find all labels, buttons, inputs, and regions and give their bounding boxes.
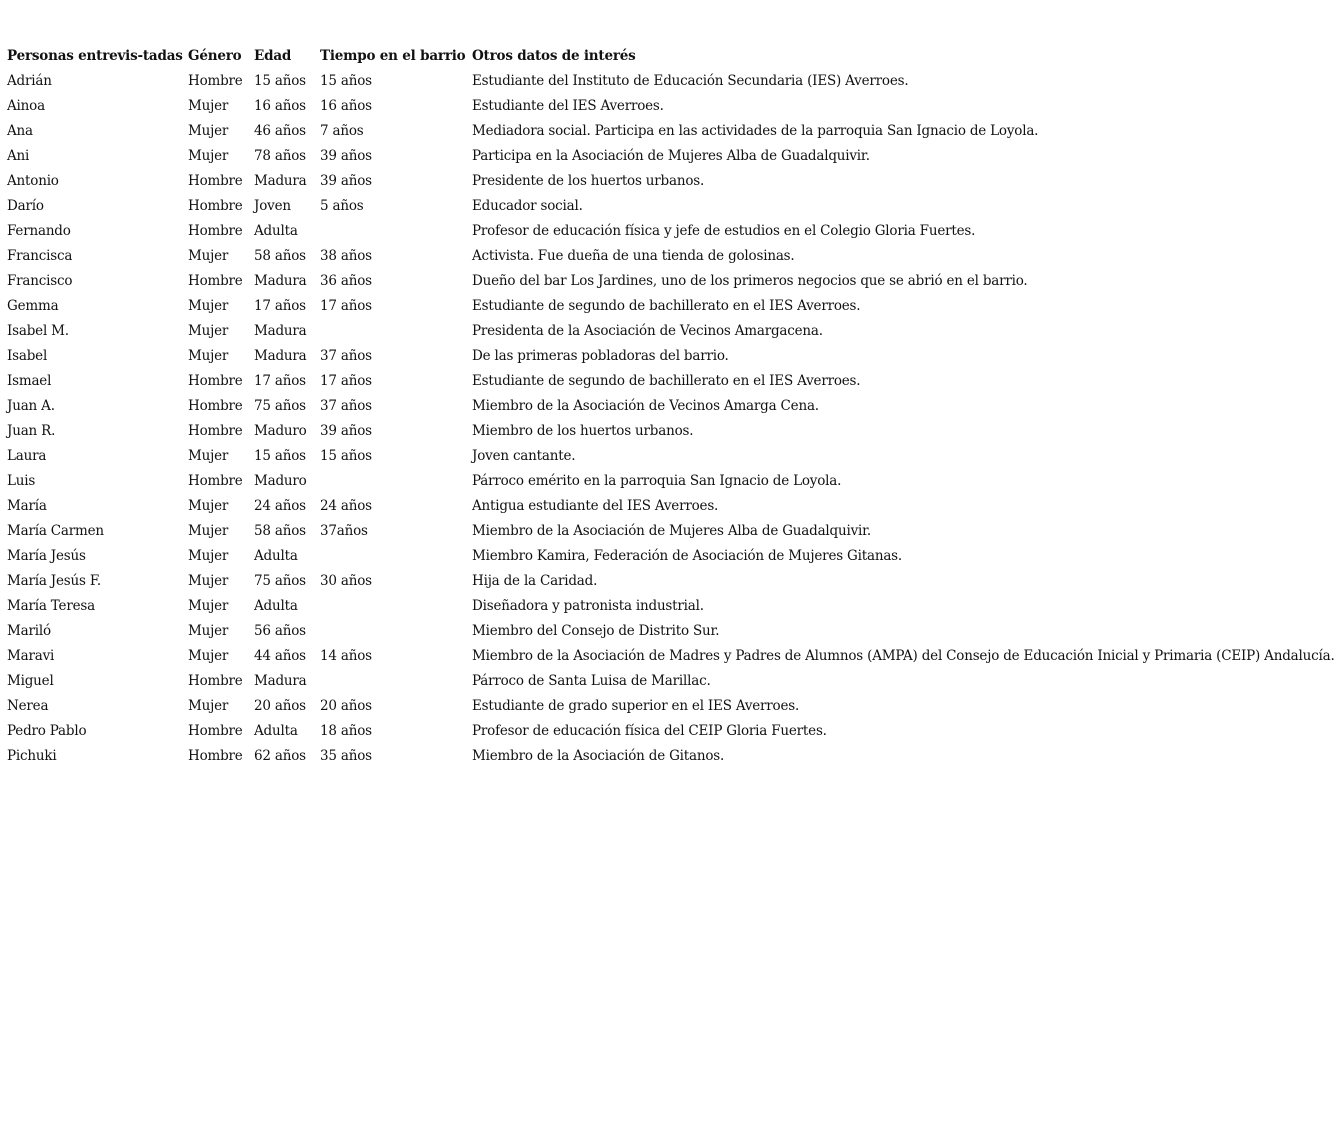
cell-other-info: Educador social. [472,198,583,214]
cell-name: Laura [7,448,47,464]
cell-name: Pedro Pablo [7,723,87,739]
cell-age: Joven [254,198,291,214]
cell-name: Ismael [7,373,52,389]
cell-gender: Mujer [188,598,229,614]
header-interviewees: Personas entrevis-tadas [7,48,183,64]
table-header-row [7,44,1335,69]
cell-gender: Hombre [188,273,243,289]
cell-age: Madura [254,273,307,289]
cell-other-info: Profesor de educación física y jefe de estudios en el Colegio Gloria Fuertes. [472,223,976,239]
cell-gender: Mujer [188,248,229,264]
header-other-info: Otros datos de interés [472,48,636,64]
cell-time-in-neighborhood: 37 años [320,398,372,414]
cell-time-in-neighborhood [320,469,472,494]
table-row [7,469,1335,494]
cell-other-info: Miembro de la Asociación de Mujeres Alba de Guadalquivir. [472,523,871,539]
cell-other-info: Párroco de Santa Luisa de Marillac. [472,673,711,689]
cell-name: Darío [7,198,44,214]
cell-age: Madura [254,673,307,689]
table-row [7,744,1335,769]
cell-age: 62 años [254,748,306,764]
cell-age: 78 años [254,148,306,164]
cell-age: 17 años [254,298,306,314]
cell-other-info: Presidenta de la Asociación de Vecinos Amargacena. [472,323,823,339]
cell-name: Adrián [7,73,52,89]
cell-time-in-neighborhood [320,619,472,644]
cell-time-in-neighborhood: 15 años [320,73,372,89]
cell-time-in-neighborhood [320,669,472,694]
table-row [7,569,1335,594]
cell-other-info: Participa en la Asociación de Mujeres Alba de Guadalquivir. [472,148,870,164]
cell-name: Ana [7,123,33,139]
cell-age: 56 años [254,623,306,639]
cell-age: Madura [254,173,307,189]
cell-time-in-neighborhood: 36 años [320,273,372,289]
cell-name: Ani [7,148,30,164]
cell-time-in-neighborhood: 20 años [320,698,372,714]
cell-name: Gemma [7,298,59,314]
table-row [7,144,1335,169]
table-body [7,69,1335,769]
cell-gender: Hombre [188,223,243,239]
cell-age: Madura [254,348,307,364]
table-row [7,119,1335,144]
cell-gender: Hombre [188,748,243,764]
cell-other-info: Estudiante de segundo de bachillerato en el IES Averroes. [472,373,861,389]
cell-name: María Teresa [7,598,95,614]
table-row [7,319,1335,344]
cell-name: Miguel [7,673,54,689]
cell-age: Adulta [254,223,298,239]
cell-time-in-neighborhood: 7 años [320,123,364,139]
cell-gender: Mujer [188,148,229,164]
cell-gender: Mujer [188,573,229,589]
cell-age: 75 años [254,398,306,414]
cell-time-in-neighborhood: 16 años [320,98,372,114]
cell-other-info: Miembro Kamira, Federación de Asociación de Mujeres Gitanas. [472,548,902,564]
cell-time-in-neighborhood: 24 años [320,498,372,514]
cell-name: Juan A. [7,398,55,414]
cell-time-in-neighborhood [320,219,472,244]
cell-time-in-neighborhood [320,544,472,569]
cell-gender: Mujer [188,98,229,114]
cell-time-in-neighborhood: 39 años [320,173,372,189]
cell-gender: Mujer [188,548,229,564]
cell-gender: Mujer [188,523,229,539]
cell-time-in-neighborhood: 37 años [320,348,372,364]
cell-gender: Hombre [188,198,243,214]
cell-gender: Hombre [188,673,243,689]
cell-name: Luis [7,473,36,489]
cell-other-info: Profesor de educación física del CEIP Gloria Fuertes. [472,723,827,739]
cell-age: 75 años [254,573,306,589]
cell-gender: Hombre [188,73,243,89]
cell-age: Madura [254,323,307,339]
cell-gender: Mujer [188,348,229,364]
cell-time-in-neighborhood [320,594,472,619]
cell-age: 20 años [254,698,306,714]
cell-age: Adulta [254,723,298,739]
cell-gender: Hombre [188,723,243,739]
cell-name: Francisco [7,273,73,289]
cell-name: Isabel [7,348,48,364]
table-row [7,519,1335,544]
table-row [7,619,1335,644]
cell-time-in-neighborhood: 15 años [320,448,372,464]
cell-name: Maravi [7,648,55,664]
cell-name: Nerea [7,698,49,714]
cell-age: 17 años [254,373,306,389]
cell-other-info: Antigua estudiante del IES Averroes. [472,498,719,514]
cell-other-info: Estudiante de segundo de bachillerato en el IES Averroes. [472,298,861,314]
cell-other-info: Párroco emérito en la parroquia San Ignacio de Loyola. [472,473,842,489]
cell-other-info: Estudiante de grado superior en el IES Averroes. [472,698,800,714]
cell-gender: Hombre [188,373,243,389]
cell-gender: Mujer [188,623,229,639]
cell-other-info: Estudiante del IES Averroes. [472,98,664,114]
cell-other-info: Miembro de la Asociación de Madres y Padres de Alumnos (AMPA) del Consejo de Educación Inicial y Primaria (CEIP) Andalucía. [472,648,1335,664]
table-row [7,644,1335,669]
cell-time-in-neighborhood: 39 años [320,423,372,439]
table-row [7,219,1335,244]
cell-name: Pichuki [7,748,57,764]
cell-time-in-neighborhood: 17 años [320,373,372,389]
cell-other-info: Diseñadora y patronista industrial. [472,598,704,614]
cell-other-info: Hija de la Caridad. [472,573,598,589]
cell-gender: Mujer [188,323,229,339]
table-row [7,394,1335,419]
cell-other-info: Mediadora social. Participa en las actividades de la parroquia San Ignacio de Loyola. [472,123,1039,139]
cell-gender: Mujer [188,448,229,464]
table-row [7,294,1335,319]
cell-name: Fernando [7,223,71,239]
cell-age: 15 años [254,73,306,89]
cell-gender: Hombre [188,473,243,489]
cell-other-info: Estudiante del Instituto de Educación Secundaria (IES) Averroes. [472,73,909,89]
table-row [7,669,1335,694]
table-row [7,194,1335,219]
interviewees-table-container [7,44,1335,769]
cell-age: Maduro [254,423,307,439]
cell-gender: Hombre [188,173,243,189]
cell-name: María Carmen [7,523,104,539]
cell-other-info: Miembro de los huertos urbanos. [472,423,694,439]
cell-age: 44 años [254,648,306,664]
cell-other-info: Miembro del Consejo de Distrito Sur. [472,623,720,639]
cell-time-in-neighborhood: 39 años [320,148,372,164]
table-row [7,444,1335,469]
cell-name: Ainoa [7,98,45,114]
cell-other-info: Presidente de los huertos urbanos. [472,173,705,189]
cell-age: Adulta [254,548,298,564]
cell-age: 16 años [254,98,306,114]
cell-other-info: Activista. Fue dueña de una tienda de golosinas. [472,248,795,264]
cell-name: Antonio [7,173,59,189]
cell-gender: Mujer [188,298,229,314]
header-time-in-neighborhood: Tiempo en el barrio [320,48,466,64]
cell-time-in-neighborhood: 35 años [320,748,372,764]
header-gender: Género [188,48,242,64]
table-row [7,69,1335,94]
table-row [7,594,1335,619]
cell-age: 58 años [254,523,306,539]
cell-gender: Hombre [188,423,243,439]
table-row [7,269,1335,294]
cell-age: Maduro [254,473,307,489]
cell-time-in-neighborhood [320,319,472,344]
cell-time-in-neighborhood: 37años [320,523,368,539]
cell-age: 15 años [254,448,306,464]
table-row [7,344,1335,369]
table-row [7,369,1335,394]
cell-time-in-neighborhood: 5 años [320,198,364,214]
cell-name: Francisca [7,248,73,264]
table-row [7,419,1335,444]
cell-name: Juan R. [7,423,56,439]
cell-other-info: Miembro de la Asociación de Vecinos Amarga Cena. [472,398,819,414]
cell-other-info: Joven cantante. [472,448,576,464]
cell-name: María Jesús F. [7,573,101,589]
cell-name: María Jesús [7,548,86,564]
cell-gender: Mujer [188,698,229,714]
cell-gender: Mujer [188,498,229,514]
cell-age: Adulta [254,598,298,614]
header-age: Edad [254,48,292,64]
cell-age: 58 años [254,248,306,264]
cell-time-in-neighborhood: 38 años [320,248,372,264]
table-row [7,694,1335,719]
cell-age: 24 años [254,498,306,514]
cell-other-info: Dueño del bar Los Jardines, uno de los primeros negocios que se abrió en el barrio. [472,273,1028,289]
cell-other-info: De las primeras pobladoras del barrio. [472,348,729,364]
table-row [7,169,1335,194]
cell-name: Isabel M. [7,323,69,339]
cell-gender: Mujer [188,648,229,664]
cell-time-in-neighborhood: 14 años [320,648,372,664]
table-row [7,719,1335,744]
cell-time-in-neighborhood: 30 años [320,573,372,589]
table-row [7,94,1335,119]
interviewees-table [7,44,1335,769]
cell-gender: Hombre [188,398,243,414]
cell-other-info: Miembro de la Asociación de Gitanos. [472,748,725,764]
cell-gender: Mujer [188,123,229,139]
cell-name: Mariló [7,623,51,639]
cell-age: 46 años [254,123,306,139]
table-row [7,544,1335,569]
table-row [7,494,1335,519]
table-row [7,244,1335,269]
cell-time-in-neighborhood: 18 años [320,723,372,739]
cell-name: María [7,498,47,514]
cell-time-in-neighborhood: 17 años [320,298,372,314]
